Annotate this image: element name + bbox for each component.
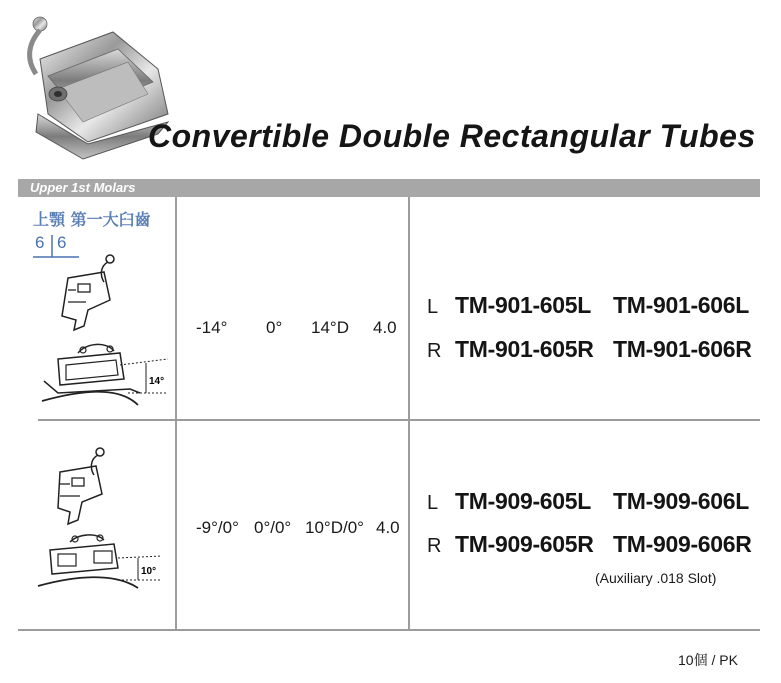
spec-angulation: 0°/0° <box>254 518 292 537</box>
spec-offset: 14°D <box>311 318 349 337</box>
product-code: TM-901-605L <box>455 292 592 318</box>
row-divider <box>38 419 760 421</box>
side-label: R <box>427 340 442 362</box>
product-code: TM-909-606R <box>613 531 752 557</box>
table-bottom-border <box>18 629 760 631</box>
product-code: TM-901-606L <box>613 292 750 318</box>
angle-label: 14° <box>149 376 165 387</box>
tooth-name-label: 上顎 第一大臼齒 <box>33 210 151 229</box>
section-label: Upper 1st Molars <box>30 180 136 195</box>
product-code: TM-909-605L <box>455 488 592 514</box>
spec-value: 4.0 <box>373 318 397 337</box>
tooth-number-right: 6 <box>57 233 67 252</box>
tube-side-view-icon <box>40 250 120 340</box>
column-divider <box>175 197 177 630</box>
spec-torque: -14° <box>196 318 228 337</box>
product-code: TM-909-606L <box>613 488 750 514</box>
column-divider <box>408 197 410 630</box>
tube-front-view-icon <box>34 530 174 595</box>
tube-front-view-icon <box>38 335 178 410</box>
side-label: L <box>427 492 439 514</box>
side-label: R <box>427 535 442 557</box>
side-label: L <box>427 296 439 318</box>
slot-note: (Auxiliary .018 Slot) <box>595 570 717 586</box>
product-code: TM-901-606R <box>613 336 752 362</box>
spec-angulation: 0° <box>266 318 283 337</box>
angle-label: 10° <box>141 566 157 577</box>
spec-offset: 10°D/0° <box>305 518 364 537</box>
tooth-number-left: 6 <box>35 233 45 252</box>
packaging-label: 10個 / PK <box>678 652 738 668</box>
spec-torque: -9°/0° <box>196 518 239 537</box>
page-title: Convertible Double Rectangular Tubes <box>148 118 756 154</box>
product-code: TM-909-605R <box>455 531 594 557</box>
spec-value: 4.0 <box>376 518 400 537</box>
tube-side-view-icon <box>40 440 120 530</box>
product-code: TM-901-605R <box>455 336 594 362</box>
